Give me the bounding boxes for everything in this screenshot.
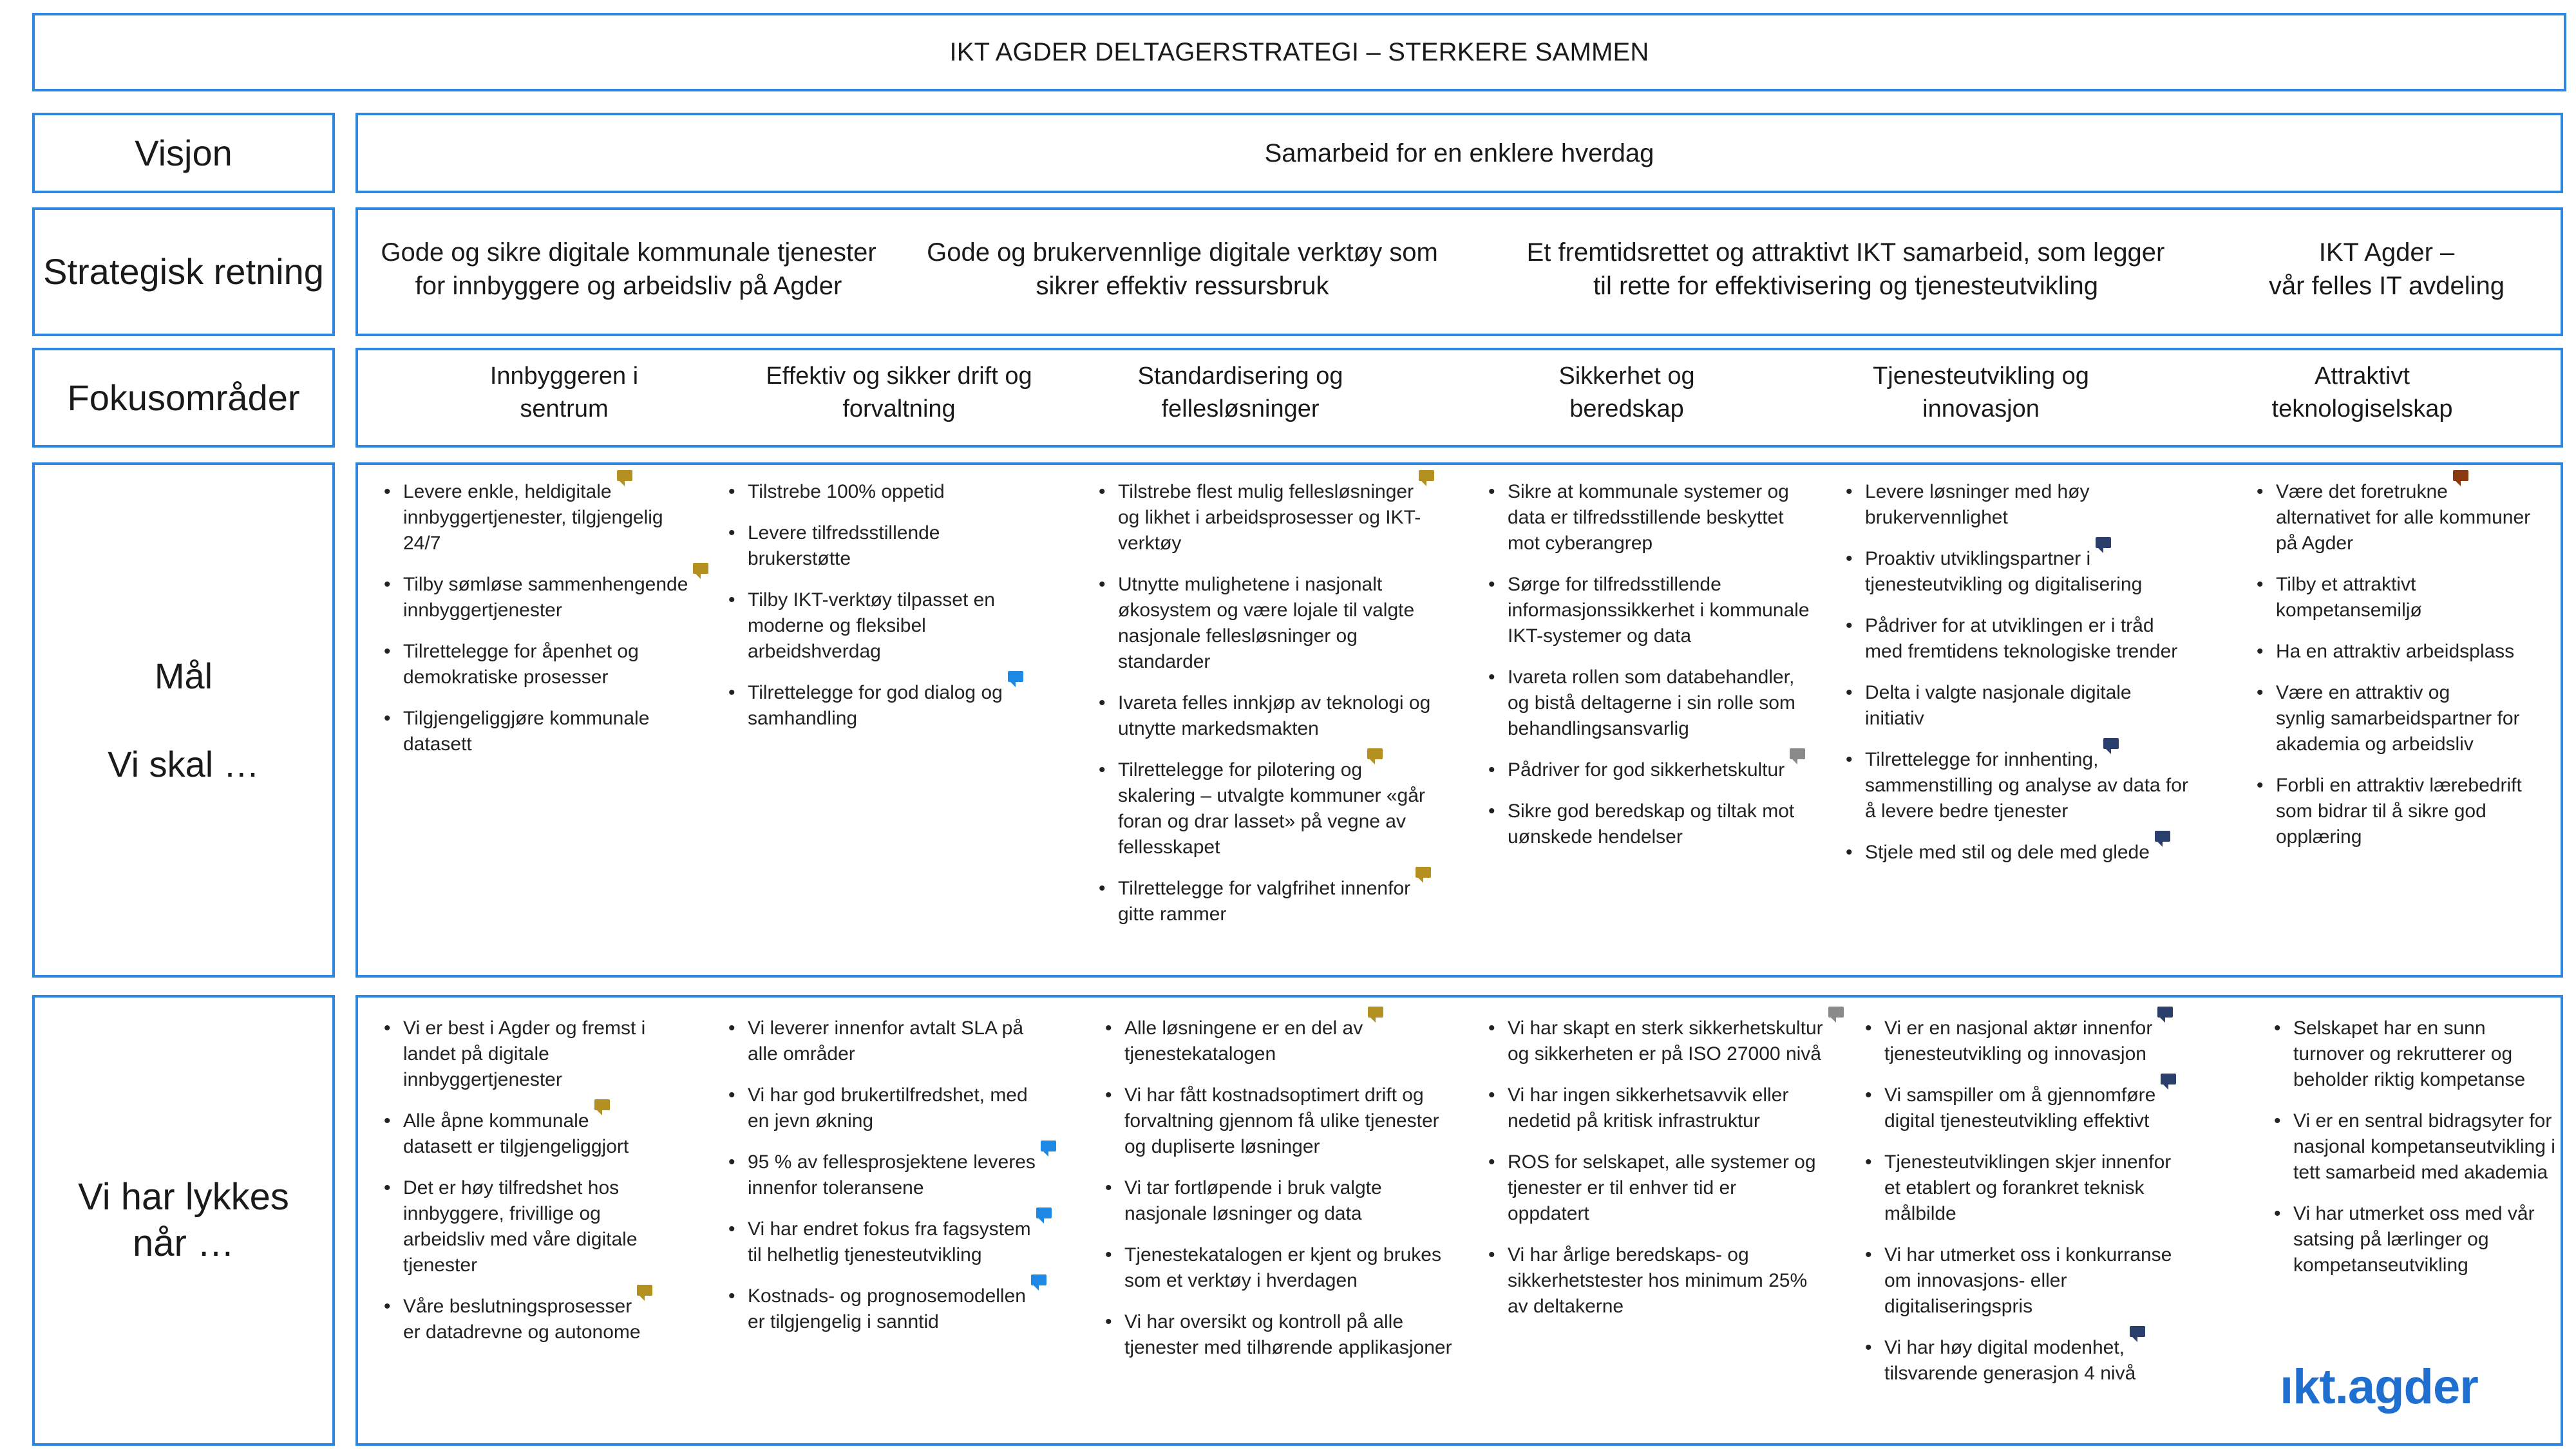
- fokus-item-3: Standardisering og fellesløsninger: [1137, 363, 1343, 423]
- list-item: [2274, 1108, 2557, 1186]
- list-item: [384, 1175, 719, 1278]
- list-item-line: turnover og rekrutterer og: [2293, 1043, 2513, 1065]
- list-item: [1488, 1150, 1849, 1227]
- list-item-line: tett samarbeid med akademia: [2293, 1162, 2548, 1183]
- list-item-line: Vi har årlige beredskaps- og: [1508, 1244, 1749, 1265]
- list-item: [1865, 1150, 2239, 1227]
- list-item-line: synlig samarbeidspartner for: [2276, 708, 2520, 729]
- list-item-line: landet på digitale: [403, 1043, 549, 1065]
- list-item: [1105, 1083, 1492, 1160]
- list-item-line: datasett: [403, 734, 472, 755]
- list-item: [1846, 613, 2232, 665]
- list-item-line: foran og drar lasset» på vegne av: [1118, 811, 1406, 832]
- list-item-line: Sikre god beredskap og tiltak mot: [1508, 800, 1795, 822]
- list-item: [1488, 665, 1836, 742]
- list-item: [2274, 1201, 2557, 1278]
- bullet-list: [728, 479, 1076, 732]
- bullet-list: [1846, 479, 2232, 866]
- list-item-line: som bidrar til å sikre god: [2276, 800, 2486, 822]
- list-item: [384, 1108, 719, 1160]
- list-item: [728, 1016, 1076, 1067]
- bullet-list: [1488, 1016, 1849, 1320]
- maal-column-3: [1099, 479, 1479, 943]
- list-item-line: utnytte markedsmakten: [1118, 718, 1319, 739]
- list-item-line: Tilrettelegge for god dialog og: [748, 682, 1003, 703]
- list-item-line: digital tjenesteutvikling effektivt: [1884, 1110, 2150, 1132]
- fokus-item-2: Effektiv og sikker drift og forvaltning: [766, 363, 1032, 423]
- list-item-line: som et verktøy i hverdagen: [1124, 1270, 1358, 1291]
- list-item-line: nasjonale løsninger og data: [1124, 1203, 1362, 1224]
- list-item: [1488, 1016, 1849, 1067]
- strategisk-label: Strategisk retning: [43, 251, 324, 292]
- list-item-line: arbeidsliv med våre digitale: [403, 1229, 638, 1250]
- list-item-line: Tilrettelegge for pilotering og: [1118, 759, 1363, 781]
- list-item-line: sikkerhetstester hos minimum 25%: [1508, 1270, 1808, 1291]
- list-item-line: 95 % av fellesprosjektene leveres: [748, 1151, 1036, 1173]
- list-item-line: innbyggertjenester: [403, 1069, 562, 1090]
- list-item-line: IKT-systemer og data: [1508, 625, 1692, 647]
- lykkes-column-1: [384, 1016, 719, 1361]
- list-item-line: opplæring: [2276, 826, 2362, 848]
- maal-column-4: [1488, 479, 1836, 866]
- comment-icon[interactable]: [1367, 748, 1383, 759]
- list-item: [728, 680, 1076, 732]
- list-item-line: satsing på lærlinger og: [2293, 1229, 2489, 1250]
- list-item-line: til helhetlig tjenesteutvikling: [748, 1244, 982, 1265]
- list-item-line: tjenesteutvikling og innovasjon: [1884, 1043, 2146, 1065]
- list-item-line: økosystem og være lojale til valgte: [1118, 600, 1415, 621]
- list-item: [1846, 546, 2232, 598]
- fokus-label: Fokusområder: [67, 377, 300, 418]
- lykkes-column-5: [1865, 1016, 2239, 1402]
- list-item-line: Vi har fått kostnadsoptimert drift og: [1124, 1084, 1424, 1106]
- list-item: [1865, 1335, 2239, 1387]
- list-item: [1488, 1242, 1849, 1320]
- bullet-list: [2257, 479, 2553, 850]
- list-item: [1105, 1309, 1492, 1361]
- list-item: [384, 1016, 719, 1093]
- maal-label-box: [32, 462, 335, 978]
- list-item-line: Kostnads- og prognosemodellen: [748, 1285, 1026, 1307]
- comment-icon[interactable]: [617, 470, 632, 481]
- list-item: [728, 1283, 1076, 1335]
- visjon-content-box: [355, 113, 2563, 193]
- list-item-line: Vi leverer innenfor avtalt SLA på: [748, 1018, 1024, 1039]
- list-item-line: verktøy: [1118, 533, 1182, 554]
- list-item-line: gitte rammer: [1118, 904, 1227, 925]
- comment-icon[interactable]: [1031, 1274, 1046, 1285]
- list-item-line: ROS for selskapet, alle systemer og: [1508, 1151, 1816, 1173]
- list-item-line: Tjenestekatalogen er kjent og brukes: [1124, 1244, 1441, 1265]
- strategisk-item-2: Gode og brukervennlige digitale verktøy som sikrer effektiv ressursbruk: [927, 238, 1438, 300]
- list-item: [1105, 1016, 1492, 1067]
- list-item-line: Tilby IKT-verktøy tilpasset en: [748, 589, 995, 611]
- page-title: IKT AGDER DELTAGERSTRATEGI – STERKERE SAMMEN: [949, 37, 1649, 66]
- comment-icon[interactable]: [2453, 470, 2468, 481]
- list-item-line: Tilby sømløse sammenhengende: [403, 574, 688, 595]
- list-item-line: nasjonale fellesløsninger og: [1118, 625, 1358, 647]
- list-item-line: Vi har ingen sikkerhetsavvik eller: [1508, 1084, 1789, 1106]
- list-item-line: er datadrevne og autonome: [403, 1321, 641, 1343]
- bullet-list: [384, 479, 719, 757]
- list-item-line: Alle løsningene er en del av: [1124, 1018, 1363, 1039]
- comment-icon[interactable]: [2096, 537, 2111, 548]
- list-item-line: tjenestekatalogen: [1124, 1043, 1276, 1065]
- list-item: [1846, 479, 2232, 531]
- comment-icon[interactable]: [2155, 831, 2170, 842]
- list-item-line: innbyggertjenester, tilgjengelig: [403, 507, 663, 528]
- list-item-line: om innovasjons- eller: [1884, 1270, 2067, 1291]
- visjon-label: Visjon: [135, 132, 232, 173]
- list-item-line: Levere tilfredsstillende: [748, 522, 940, 544]
- list-item-line: oppdatert: [1508, 1203, 1589, 1224]
- list-item-line: brukervennlighet: [1865, 507, 2008, 528]
- list-item-line: Vi er en nasjonal aktør innenfor: [1884, 1018, 2153, 1039]
- comment-icon[interactable]: [637, 1285, 652, 1296]
- list-item-line: standarder: [1118, 651, 1211, 672]
- list-item-line: tjenester: [403, 1255, 478, 1276]
- list-item-line: Tilstrebe flest mulig fellesløsninger: [1118, 481, 1414, 502]
- list-item-line: Tilrettelegge for innhenting,: [1865, 749, 2099, 770]
- strategisk-content-box: [355, 207, 2563, 336]
- comment-icon[interactable]: [1041, 1141, 1056, 1151]
- list-item-line: sammenstilling og analyse av data for: [1865, 775, 2188, 796]
- list-item-line: Vi har endret fokus fra fagsystem: [748, 1218, 1031, 1240]
- lykkes-label: Vi har lykkes: [78, 1175, 289, 1218]
- list-item-line: forvaltning gjennom få ulike tjenester: [1124, 1110, 1439, 1132]
- lykkes-column-2: [728, 1016, 1076, 1350]
- list-item: [1846, 680, 2232, 732]
- list-item-line: Ha en attraktiv arbeidsplass: [2276, 641, 2515, 662]
- list-item-line: moderne og fleksibel: [748, 615, 926, 636]
- list-item-line: Tjenesteutviklingen skjer innenfor: [1884, 1151, 2172, 1173]
- list-item-line: datasett er tilgjengeliggjort: [403, 1136, 629, 1157]
- comment-icon[interactable]: [1828, 1007, 1844, 1018]
- list-item-line: Delta i valgte nasjonale digitale: [1865, 682, 2132, 703]
- list-item-line: Tilby et attraktivt: [2276, 574, 2416, 595]
- list-item-line: og sikkerheten er på ISO 27000 nivå: [1508, 1043, 1821, 1065]
- list-item: [1488, 479, 1836, 556]
- maal-column-1: [384, 479, 719, 773]
- list-item-line: informasjonssikkerhet i kommunale: [1508, 600, 1810, 621]
- list-item-line: Levere løsninger med høy: [1865, 481, 2090, 502]
- list-item-line: arbeidshverdag: [748, 641, 881, 662]
- list-item: [1099, 876, 1479, 927]
- list-item: [1865, 1242, 2239, 1320]
- list-item-line: data er tilfredsstillende beskyttet: [1508, 507, 1784, 528]
- list-item-line: Utnytte mulighetene i nasjonalt: [1118, 574, 1383, 595]
- comment-icon[interactable]: [2161, 1074, 2176, 1084]
- bullet-list: [384, 1016, 719, 1345]
- list-item-line: Ivareta felles innkjøp av teknologi og: [1118, 692, 1431, 714]
- list-item: [728, 1150, 1076, 1201]
- list-item: [1105, 1175, 1492, 1227]
- list-item-line: akademia og arbeidsliv: [2276, 734, 2474, 755]
- list-item-line: alle områder: [748, 1043, 855, 1065]
- list-item-line: behandlingsansvarlig: [1508, 718, 1689, 739]
- list-item-line: Pådriver for at utviklingen er i tråd: [1865, 615, 2154, 636]
- list-item-line: 24/7: [403, 533, 441, 554]
- list-item-line: Levere enkle, heldigitale: [403, 481, 612, 502]
- list-item-line: nasjonal kompetanseutvikling i: [2293, 1136, 2555, 1157]
- maal-column-6: [2257, 479, 2553, 866]
- maal-sublabel: Vi skal …: [108, 744, 260, 784]
- list-item-line: mot cyberangrep: [1508, 533, 1653, 554]
- fokus-content-box: [355, 348, 2563, 448]
- list-item-line: Tilgjengeliggjøre kommunale: [403, 708, 650, 729]
- list-item-line: fellesskapet: [1118, 837, 1220, 858]
- list-item-line: Våre beslutningsprosesser: [403, 1296, 632, 1317]
- list-item: [2257, 639, 2553, 665]
- list-item: [1488, 799, 1836, 850]
- comment-icon[interactable]: [1419, 470, 1434, 481]
- comment-icon[interactable]: [1036, 1208, 1052, 1218]
- list-item-line: kompetansemiljø: [2276, 600, 2422, 621]
- list-item-line: på Agder: [2276, 533, 2354, 554]
- fokus-item-4: Sikkerhet og beredskap: [1558, 363, 1695, 423]
- comment-icon[interactable]: [693, 563, 708, 574]
- list-item-line: innbyggere, frivillige og: [403, 1203, 601, 1224]
- list-item-line: skalering – utvalgte kommuner «går: [1118, 785, 1425, 806]
- bullet-list: [1099, 479, 1479, 927]
- list-item-line: uønskede hendelser: [1508, 826, 1683, 848]
- list-item: [1099, 479, 1479, 556]
- maal-content-box: [355, 462, 2563, 978]
- list-item-line: er tilgjengelig i sanntid: [748, 1311, 939, 1332]
- list-item-line: tilsvarende generasjon 4 nivå: [1884, 1363, 2136, 1384]
- list-item-line: og likhet i arbeidsprosesser og IKT-: [1118, 507, 1421, 528]
- list-item-line: brukerstøtte: [748, 548, 851, 569]
- list-item-line: Pådriver for god sikkerhetskultur: [1508, 759, 1785, 781]
- list-item-line: Tilrettelegge for valgfrihet innenfor: [1118, 878, 1411, 899]
- maal-column-2: [728, 479, 1076, 747]
- fokus-item-5: Tjenesteutvikling og innovasjon: [1873, 363, 2089, 423]
- list-item: [2257, 479, 2553, 556]
- list-item-line: med fremtidens teknologiske trender: [1865, 641, 2178, 662]
- list-item-line: målbilde: [1884, 1203, 1956, 1224]
- list-item-line: Alle åpne kommunale: [403, 1110, 589, 1132]
- list-item: [1488, 572, 1836, 649]
- bullet-list: [1865, 1016, 2239, 1387]
- fokus-item-1: Innbyggeren i sentrum: [489, 363, 639, 423]
- maal-label: Mål: [154, 655, 213, 696]
- strategisk-label-box: [32, 207, 335, 336]
- comment-icon[interactable]: [1790, 748, 1805, 759]
- lykkes-sublabel: når …: [133, 1222, 234, 1264]
- list-item-line: Vi har skapt en sterk sikkerhetskultur: [1508, 1018, 1823, 1039]
- list-item: [1099, 757, 1479, 860]
- list-item-line: Sikre at kommunale systemer og: [1508, 481, 1789, 502]
- list-item-line: innenfor toleransene: [748, 1177, 924, 1198]
- list-item-line: Vi er en sentral bidragsyter for: [2293, 1110, 2552, 1132]
- list-item-line: Det er høy tilfredshet hos: [403, 1177, 620, 1198]
- list-item-line: Proaktiv utviklingspartner i: [1865, 548, 2091, 569]
- list-item: [384, 479, 719, 556]
- list-item: [1865, 1083, 2239, 1134]
- list-item-line: Være det foretrukne: [2276, 481, 2448, 502]
- comment-icon[interactable]: [2157, 1007, 2173, 1018]
- list-item: [1865, 1016, 2239, 1067]
- comment-icon[interactable]: [2130, 1326, 2145, 1337]
- fokus-item-6: Attraktivt teknologiselskap: [2271, 363, 2453, 423]
- list-item-line: Ivareta rollen som databehandler,: [1508, 667, 1795, 688]
- comment-icon[interactable]: [594, 1099, 610, 1110]
- list-item-line: og bistå deltagerne i sin rolle som: [1508, 692, 1795, 714]
- list-item-line: kompetanseutvikling: [2293, 1255, 2468, 1276]
- list-item-line: beholder riktig kompetanse: [2293, 1069, 2526, 1090]
- list-item: [1099, 690, 1479, 742]
- comment-icon[interactable]: [2103, 738, 2119, 749]
- list-item: [2257, 572, 2553, 623]
- list-item: [1099, 572, 1479, 675]
- list-item-line: Vi har oversikt og kontroll på alle: [1124, 1311, 1404, 1332]
- list-item-line: Vi har utmerket oss med vår: [2293, 1203, 2535, 1224]
- list-item-line: et etablert og forankret teknisk: [1884, 1177, 2145, 1198]
- list-item-line: digitaliseringspris: [1884, 1296, 2033, 1317]
- list-item-line: nedetid på kritisk infrastruktur: [1508, 1110, 1760, 1132]
- list-item-line: Tilrettelegge for åpenhet og: [403, 641, 639, 662]
- list-item-line: Vi har god brukertilfredshet, med: [748, 1084, 1028, 1106]
- lykkes-label-box: [32, 995, 335, 1446]
- list-item-line: Sørge for tilfredsstillende: [1508, 574, 1721, 595]
- strategisk-item-3: Et fremtidsrettet og attraktivt IKT samarbeid, som legger til rette for effektivisering og tjenesteutvikling: [1526, 238, 2165, 300]
- list-item: [1105, 1242, 1492, 1294]
- comment-icon[interactable]: [1008, 671, 1023, 682]
- list-item-line: Forbli en attraktiv lærebedrift: [2276, 775, 2522, 796]
- list-item-line: tjenester med tilhørende applikasjoner: [1124, 1337, 1452, 1358]
- visjon-label-box: [32, 113, 335, 193]
- list-item-line: Tilstrebe 100% oppetid: [748, 481, 945, 502]
- list-item: [728, 1083, 1076, 1134]
- list-item: [728, 479, 1076, 505]
- strategisk-item-4: IKT Agder – vår felles IT avdeling: [2268, 238, 2505, 300]
- list-item: [384, 706, 719, 757]
- list-item: [2257, 680, 2553, 757]
- bullet-list: [1105, 1016, 1492, 1361]
- bullet-list: [1488, 479, 1836, 850]
- lykkes-column-3: [1105, 1016, 1492, 1376]
- ikt-agder-logo: ıkt.agder: [2280, 1359, 2478, 1414]
- visjon-text: Samarbeid for en enklere hverdag: [1264, 138, 1654, 167]
- lykkes-column-4: [1488, 1016, 1849, 1335]
- list-item-line: tjenester er til enhver tid er: [1508, 1177, 1737, 1198]
- list-item-line: Vi samspiller om å gjennomføre: [1884, 1084, 2156, 1106]
- bullet-list: [728, 1016, 1076, 1335]
- list-item: [2274, 1016, 2557, 1093]
- list-item-line: Vi har utmerket oss i konkurranse: [1884, 1244, 2172, 1265]
- list-item-line: alternativet for alle kommuner: [2276, 507, 2531, 528]
- strategisk-item-1: Gode og sikre digitale kommunale tjenester for innbyggere og arbeidsliv på Agder: [381, 238, 876, 300]
- list-item-line: Vi er best i Agder og fremst i: [403, 1018, 646, 1039]
- list-item-line: og dupliserte løsninger: [1124, 1136, 1320, 1157]
- maal-column-5: [1846, 479, 2232, 881]
- list-item-line: Stjele med stil og dele med glede: [1865, 842, 2150, 863]
- list-item-line: Være en attraktiv og: [2276, 682, 2450, 703]
- bullet-list: [2274, 1016, 2557, 1278]
- title-banner: [32, 13, 2566, 91]
- list-item: [728, 520, 1076, 572]
- list-item-line: initiativ: [1865, 708, 1924, 729]
- list-item: [1846, 840, 2232, 866]
- list-item-line: Vi tar fortløpende i bruk valgte: [1124, 1177, 1382, 1198]
- list-item-line: Selskapet har en sunn: [2293, 1018, 2486, 1039]
- lykkes-column-6: [2274, 1016, 2557, 1294]
- list-item: [728, 587, 1076, 665]
- list-item-line: en jevn økning: [748, 1110, 874, 1132]
- list-item: [1488, 1083, 1849, 1134]
- fokus-label-box: [32, 348, 335, 448]
- lykkes-content-box: [355, 995, 2563, 1446]
- list-item-line: å levere bedre tjenester: [1865, 800, 2069, 822]
- list-item: [728, 1217, 1076, 1268]
- list-item: [1846, 747, 2232, 824]
- list-item: [384, 572, 719, 623]
- list-item: [1488, 757, 1836, 783]
- list-item: [384, 639, 719, 690]
- list-item: [2257, 773, 2553, 850]
- list-item-line: tjenesteutvikling og digitalisering: [1865, 574, 2143, 595]
- list-item-line: innbyggertjenester: [403, 600, 562, 621]
- list-item: [384, 1294, 719, 1345]
- list-item-line: samhandling: [748, 708, 858, 729]
- list-item-line: demokratiske prosesser: [403, 667, 609, 688]
- list-item-line: av deltakerne: [1508, 1296, 1624, 1317]
- list-item-line: Vi har høy digital modenhet,: [1884, 1337, 2125, 1358]
- comment-icon[interactable]: [1368, 1007, 1383, 1018]
- comment-icon[interactable]: [1416, 867, 1431, 878]
